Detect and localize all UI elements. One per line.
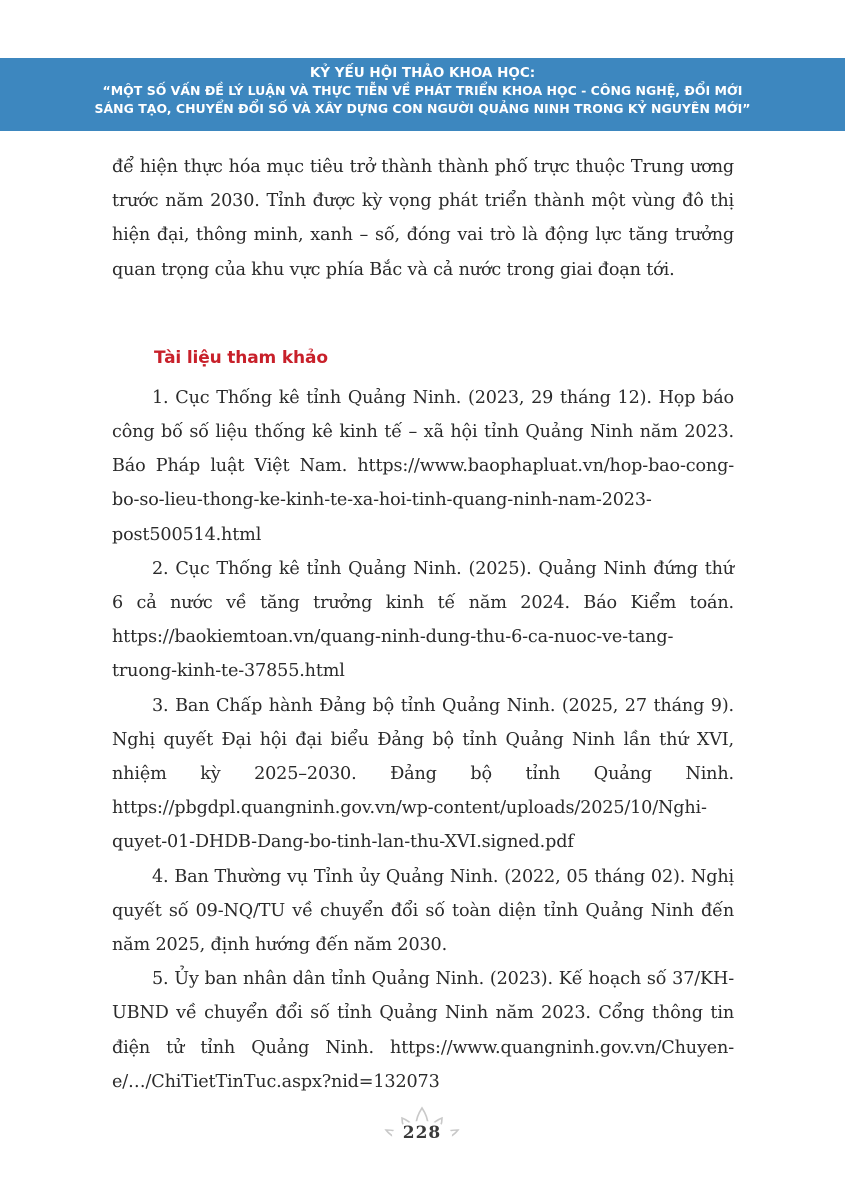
page-number: 228 bbox=[402, 1123, 442, 1143]
reference-item-5: 5. Ủy ban nhân dân tỉnh Quảng Ninh. (2023). Kế hoạch số 37/KH-UBND về chuyển đổi số tỉnh Quảng Ninh năm 2023. Cổng thông tin điện tử tỉnh Quảng Ninh. https://www.quangninh.gov.vn/Chuyen-e/…/ChiTietTinTuc.aspx?nid=132073 bbox=[112, 969, 734, 1092]
intro-paragraph: để hiện thực hóa mục tiêu trở thành thành phố trực thuộc Trung ương trước năm 2030. Tỉnh được kỳ vọng phát triển thành một vùng đô thị hiện đại, thông minh, xanh – số, đóng vai trò là động lực tăng trưởng quan trọng của khu vực phía Bắc và cả nước trong giai đoạn tới. bbox=[112, 157, 734, 280]
reference-item-1: 1. Cục Thống kê tỉnh Quảng Ninh. (2023, 29 tháng 12). Họp báo công bố số liệu thống kê kinh tế – xã hội tỉnh Quảng Ninh năm 2023. Báo Pháp luật Việt Nam. https://www.baophapluat.vn/hop-bao-cong-bo-so-lieu-thong-ke-kinh-te-xa-hoi-tinh-quang-ninh-nam-2023-post500514.html bbox=[112, 387, 734, 545]
page-number-ornament bbox=[372, 1104, 472, 1160]
references-heading: Tài liệu tham khảo bbox=[154, 347, 328, 368]
header-line-3: SÁNG TẠO, CHUYỂN ĐỔI SỐ VÀ XÂY DỰNG CON NGƯỜI QUẢNG NINH TRONG KỶ NGUYÊN MỚI” bbox=[94, 101, 751, 116]
header-line-2: “MỘT SỐ VẤN ĐỀ LÝ LUẬN VÀ THỰC TIỄN VỀ PHÁT TRIỂN KHOA HỌC - CÔNG NGHỆ, ĐỔI MỚI bbox=[102, 83, 743, 98]
page-body bbox=[112, 150, 734, 1099]
reference-item-4: 4. Ban Thường vụ Tỉnh ủy Quảng Ninh. (2022, 05 tháng 02). Nghị quyết số 09-NQ/TU về chuyển đổi số toàn diện tỉnh Quảng Ninh đến năm 2025, định hướng đến năm 2030. bbox=[112, 866, 734, 956]
reference-item-3: 3. Ban Chấp hành Đảng bộ tỉnh Quảng Ninh. (2025, 27 tháng 9). Nghị quyết Đại hội đại biểu Đảng bộ tỉnh Quảng Ninh lần thứ XVI, nhiệm kỳ 2025–2030. Đảng bộ tỉnh Quảng Ninh. https://pbgdpl.quangninh.gov.vn/wp-content/uploads/2025/10/Nghi-quyet-01-DHDB-Dang-bo-tinh-lan-thu-XVI.signed.pdf bbox=[112, 695, 734, 853]
running-header bbox=[0, 58, 845, 131]
reference-item-2: 2. Cục Thống kê tỉnh Quảng Ninh. (2025). Quảng Ninh đứng thứ 6 cả nước về tăng trưởng kinh tế năm 2024. Báo Kiểm toán. https://baokiemtoan.vn/quang-ninh-dung-thu-6-ca-nuoc-ve-tang-truong-kinh-te-37855.html bbox=[112, 558, 734, 682]
header-line-1: KỶ YẾU HỘI THẢO KHOA HỌC: bbox=[309, 65, 536, 81]
